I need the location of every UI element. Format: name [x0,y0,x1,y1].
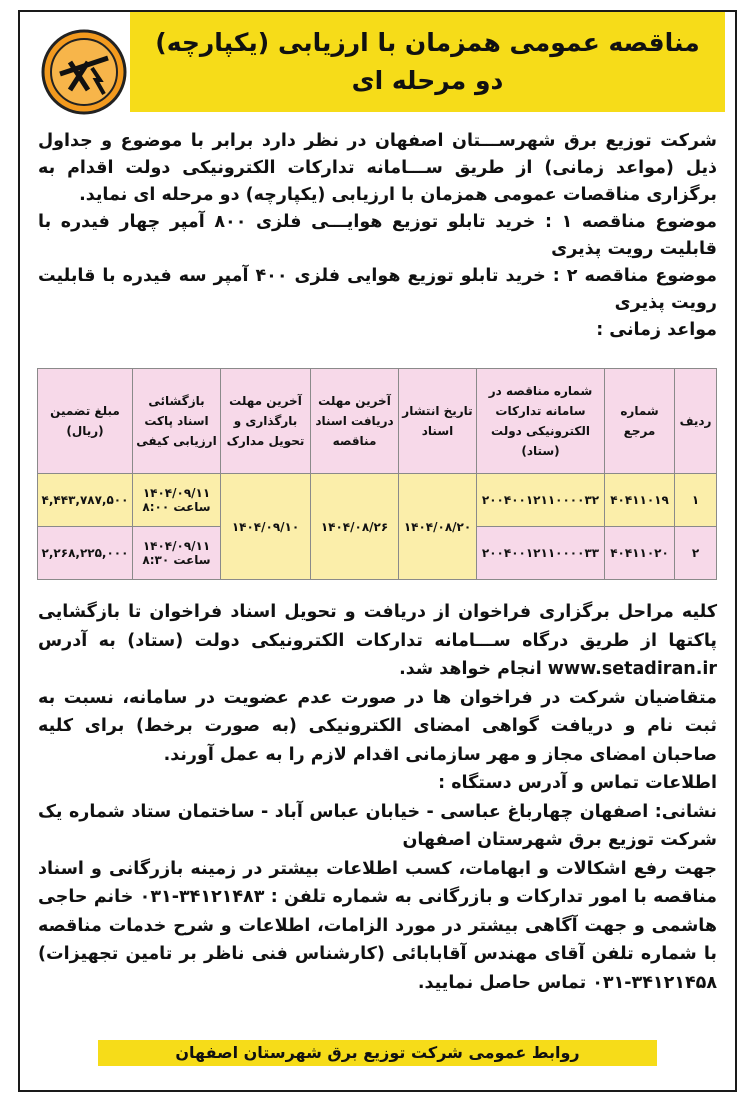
cell-setad-number: ۲۰۰۴۰۰۱۲۱۱۰۰۰۰۳۲ [477,474,605,527]
header-reference-number: شماره مرجع [605,369,675,474]
tender-subject-1: موضوع مناقصه ۱ : خرید تابلو توزیع هوایـــی فلزی ۸۰۰ آمپر چهار فیدره با قابلیت رویت پذیری [38,212,717,259]
tender-subject-2: موضوع مناقصه ۲ : خرید تابلو توزیع هوایی فلزی ۴۰۰ آمپر سه فیدره با قابلیت رویت پذیری [38,266,717,313]
intro-section [38,128,717,344]
tender-title: مناقصه عمومی همزمان با ارزیابی (یکپارچه) [155,28,700,57]
header-upload-deadline: آخرین مهلت بارگذاری و تحویل مدارک [221,369,311,474]
registration-paragraph: متقاضیان شرکت در فراخوان ها در صورت عدم عضویت در سامانه، نسبت به ثبت نام و دریافت گواهی امضای الکترونیکی (به صورت برخط) برای کلیه صاحبان امضای مجاز و مهر سازمانی اقدام لازم را به عمل آورند. [38,687,717,765]
cell-setad-number: ۲۰۰۴۰۰۱۲۱۱۰۰۰۰۳۳ [477,527,605,580]
process-text: کلیه مراحل برگزاری فراخوان از دریافت و تحویل اسناد فراخوان تا بازگشایی پاکتها از طریق درگاه ســـامانه تدارکات الکترونیکی دولت (ستاد) به آدرس [38,602,717,651]
intro-paragraph: شرکت توزیع برق شهرســـتان اصفهان در نظر دارد برابر با موضوع و جداول ذیل (مواعد زمانی) از طریق ســـامانه تدارکات الکترونیکی دولت اقدام به برگزاری مناقصات عمومی همزمان با ارزیابی (یکپارچه) دو مرحله ای نماید. [38,131,717,205]
cell-qualitative-opening [133,527,221,580]
cell-qualitative-opening [133,474,221,527]
cell-document-deadline: ۱۴۰۴/۰۸/۲۶ [311,474,399,580]
cell-row-number: ۲ [675,527,717,580]
electricity-company-logo-icon [40,28,128,116]
opening-time: ساعت ۸:۳۰ [142,553,211,567]
header-guarantee-amount: مبلغ تضمین (ریال) [38,369,133,474]
cell-row-number: ۱ [675,474,717,527]
table-row [38,474,717,527]
header-row-number: ردیف [675,369,717,474]
cell-guarantee-amount: ۲,۲۶۸,۲۲۵,۰۰۰ [38,527,133,580]
cell-reference-number: ۴۰۴۱۱۰۱۹ [605,474,675,527]
schedule-table [37,368,717,580]
address-paragraph: نشانی: اصفهان چهارباغ عباسی - خیابان عباس آباد - ساختمان ستاد شماره یک شرکت توزیع برق شهرستان اصفهان [38,801,717,850]
opening-time: ساعت ۸:۰۰ [142,500,211,514]
cell-publish-date: ۱۴۰۴/۰۸/۲۰ [399,474,477,580]
table-header-row [38,369,717,474]
details-section [38,598,717,997]
schedule-table-wrap [38,368,717,580]
header-document-deadline: آخرین مهلت دریافت اسناد مناقصه [311,369,399,474]
opening-date: ۱۴۰۴/۰۹/۱۱ [142,539,211,553]
cell-guarantee-amount: ۴,۴۴۳,۷۸۷,۵۰۰ [38,474,133,527]
header-qualitative-opening: بازگشائی اسناد پاکت ارزیابی کیفی [133,369,221,474]
cell-upload-deadline: ۱۴۰۴/۰۹/۱۰ [221,474,311,580]
tender-subtitle: دو مرحله ای [351,66,504,95]
opening-date: ۱۴۰۴/۰۹/۱۱ [142,486,211,500]
contact-title: اطلاعات تماس و آدرس دستگاه : [438,773,717,793]
setad-website-link[interactable]: www.setadiran.ir [547,659,717,679]
process-paragraph [38,598,717,684]
header-publish-date: تاریخ انتشار اسناد [399,369,477,474]
title-banner [130,12,725,112]
schedule-label: مواعد زمانی : [596,320,717,340]
header-setad-number: شماره مناقصه در سامانه تدارکات الکترونیکی دولت (ستاد) [477,369,605,474]
inquiry-paragraph: جهت رفع اشکالات و ابهامات، کسب اطلاعات بیشتر در زمینه بازرگانی و اسناد مناقصه با امور تدارکات و بازرگانی به شماره تلفن : ۳۴۱۲۱۴۸۳-۰۳۱ خانم حاجی هاشمی و جهت آگاهی بیشتر در مورد الزامات، اطلاعات و شرح خدمات مناقصه با شماره تلفن آقای مهندس آقابابائی (کارشناس فنی ناظر بر تامین تجهیزات) ۳۴۱۲۱۴۵۸-۰۳۱ تماس حاصل نمایید. [38,858,717,993]
public-relations-footer: روابط عمومی شرکت توزیع برق شهرستان اصفهان [98,1040,657,1066]
process-text-end: انجام خواهد شد. [399,659,542,679]
cell-reference-number: ۴۰۴۱۱۰۲۰ [605,527,675,580]
